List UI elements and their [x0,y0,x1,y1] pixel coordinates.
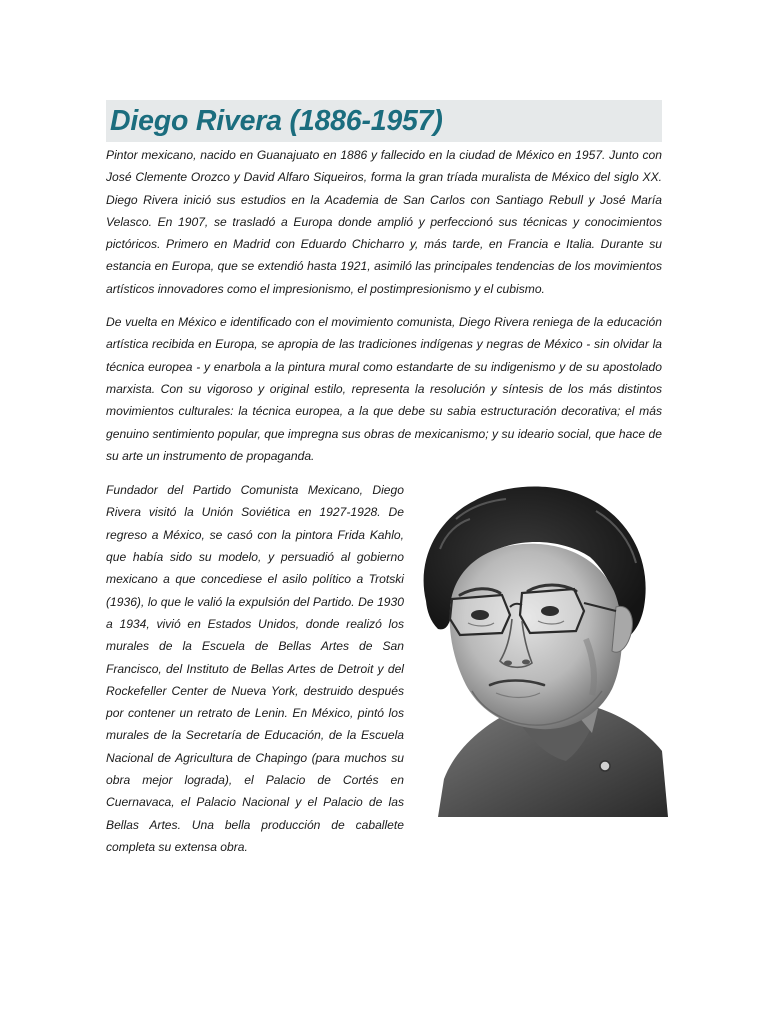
paragraph-muralism: De vuelta en México e identificado con el movimiento comunista, Diego Rivera reniega de la educación artística recibida en Europa, se apropia de las tradiciones indígenas y negras de México - sin olvidar la técnica europea - y enarbola a la pintura mural como estandarte de su indigenismo y de su apostolado marxista. Con su vigoroso y original estilo, representa la resolución y síntesis de los más distintos movimientos culturales: la técnica europea, a la que debe su sabia estructuración decorativa; el más genuino sentimiento popular, que impregna sus obras de mexicanismo; y su ideario social, que hace de su arte un instrumento de propaganda. [106,315,662,463]
paragraph-biography-intro: Pintor mexicano, nacido en Guanajuato en 1886 y fallecido en la ciudad de México en 1957. Junto con José Clemente Orozco y David Alfaro Siqueiros, forma la gran tríada muralista de México del siglo XX. Diego Rivera inició sus estudios en la Academia de San Carlos con Santiago Rebull y José María Velasco. En 1907, se trasladó a Europa donde amplió y perfeccionó sus técnicas y conocimientos pictóricos. Primero en Madrid con Eduardo Chicharro y, más tarde, en Francia e Italia. Durante su estancia en Europa, que se extendió hasta 1921, asimiló las principales tendencias de los movimientos artísticos innovadores como el impresionismo, el postimpresionismo y el cubismo. [106,148,662,296]
portrait-image [416,479,668,817]
document-page [106,100,662,858]
title-banner [106,100,662,142]
page-title: Diego Rivera (1886-1957) [110,104,443,137]
portrait-drawing-icon [416,479,668,817]
paragraph-with-portrait [106,479,662,858]
paragraph-later-life: Fundador del Partido Comunista Mexicano, Diego Rivera visitó la Unión Soviética en 1927-1928. De regreso a México, se casó con la pintora Frida Kahlo, que había sido su modelo, y persuadió al gobierno mexicano a que concediese el asilo político a Trotski (1936), lo que le valió la expulsión del Partido. De 1930 a 1934, vivió en Estados Unidos, donde realizó los murales de la Escuela de Bellas Artes de San Francisco, del Instituto de Bellas Artes de Detroit y del Rockefeller Center de Nueva York, destruido después por contener un retrato de Lenin. En México, pintó los murales de la Secretaría de Educación, de la Escuela Nacional de Agricultura de Chapingo (para muchos su obra mejor lograda), el Palacio de Cortés en Cuernavaca, el Palacio Nacional y el Palacio de las Bellas Artes. Una bella producción de caballete completa su extensa obra. [106,483,404,854]
